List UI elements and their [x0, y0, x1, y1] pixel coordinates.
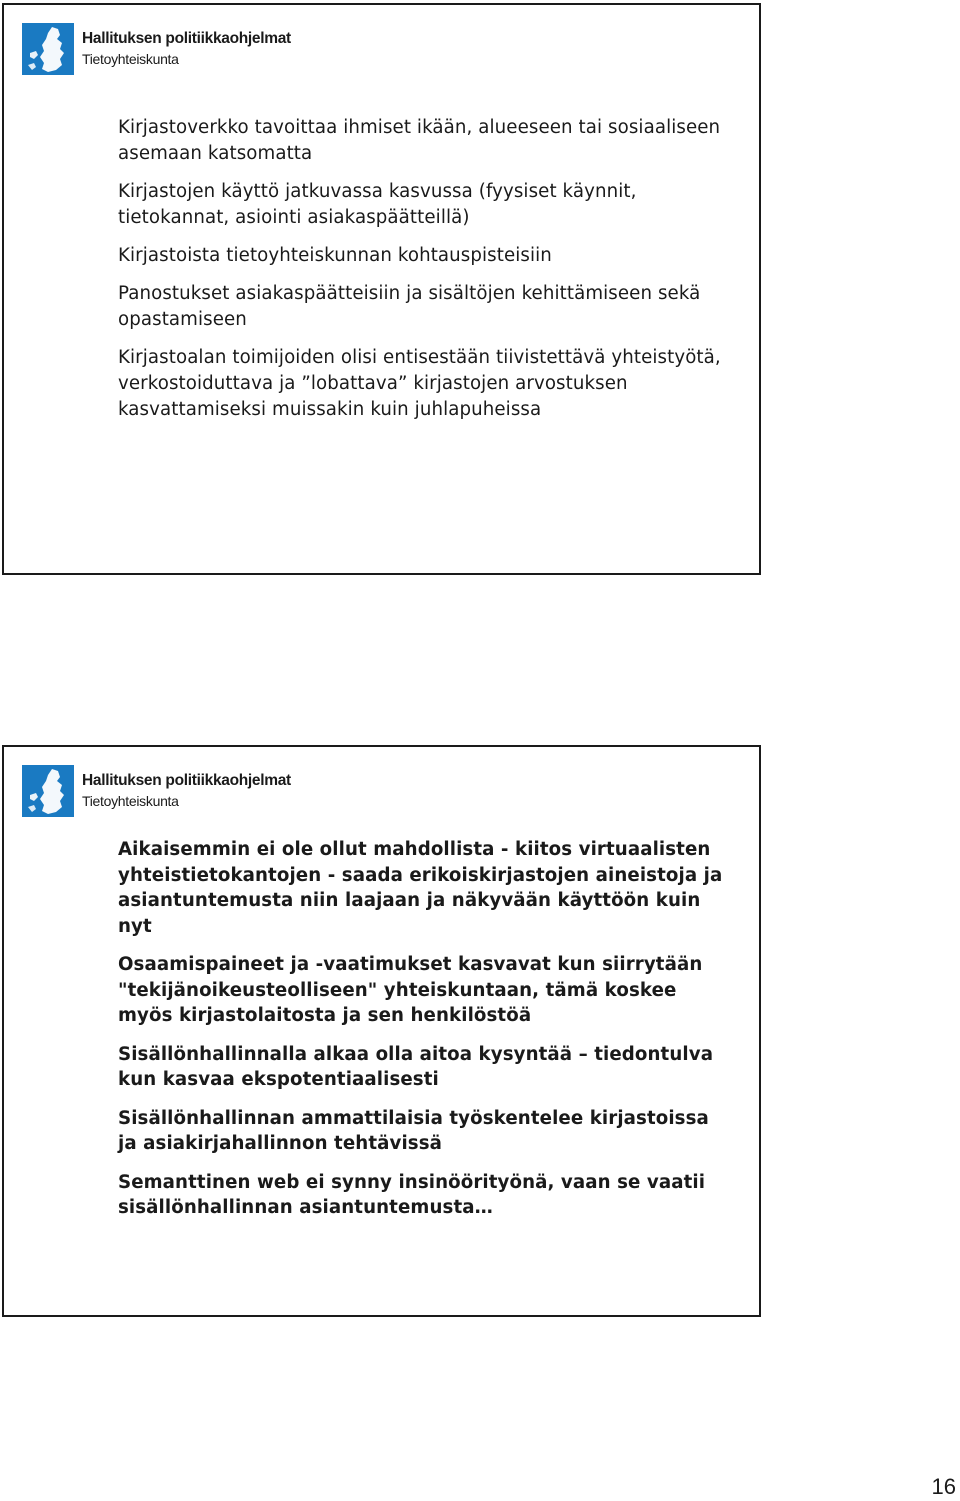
page-number: 16: [931, 1474, 956, 1499]
bullet-item: Kirjastoista tietoyhteiskunnan kohtauspisteisiin: [118, 245, 552, 266]
logo-text: [82, 29, 291, 69]
finland-map-logo-icon: [22, 23, 74, 75]
logo-subtitle: Tietoyhteiskunta: [82, 51, 179, 67]
logo: [22, 23, 291, 78]
finland-map-logo-icon: [22, 765, 74, 817]
logo: [22, 765, 291, 820]
bullet-item: Semanttinen web ei synny insinöörityönä, vaan se vaatii sisällönhallinnan asiantuntemusta…: [118, 1171, 706, 1218]
logo-title: Hallituksen politiikkaohjelmat: [82, 772, 291, 789]
bullet-item: Sisällönhallinnan ammattilaisia työskentelee kirjastoissa ja asiakirjahallinnon tehtävissä: [118, 1107, 709, 1154]
bullet-item: Kirjastojen käyttö jatkuvassa kasvussa (fyysiset käynnit, tietokannat, asiointi asiakaspäätteillä): [118, 181, 637, 228]
slide-1-bullet-list: [118, 115, 728, 435]
bullet-item: Panostukset asiakaspäätteisiin ja sisältöjen kehittämiseen sekä opastamiseen: [118, 283, 701, 330]
bullet-item: Osaamispaineet ja -vaatimukset kasvavat kun siirrytään "tekijänoikeusteolliseen" yhteiskuntaan, tämä koskee myös kirjastolaitosta ja sen henkilöstöä: [118, 954, 703, 1026]
logo-subtitle: Tietoyhteiskunta: [82, 793, 179, 809]
logo-title: Hallituksen politiikkaohjelmat: [82, 30, 291, 47]
bullet-item: Aikaisemmin ei ole ollut mahdollista - kiitos virtuaalisten yhteistietokantojen - saada erikoiskirjastojen aineistoja ja asiantuntemusta niin laajaan ja näkyvään käyttöön kuin nyt: [118, 839, 723, 937]
slide-1: [2, 3, 761, 575]
slide-2-bullet-list: [118, 837, 728, 1234]
bullet-item: Kirjastoverkko tavoittaa ihmiset ikään, alueeseen tai sosiaaliseen asemaan katsomatta: [118, 117, 721, 164]
slide-2: [2, 745, 761, 1317]
bullet-item: Kirjastoalan toimijoiden olisi entisestään tiivistettävä yhteistyötä, verkostoiduttava ja ”lobattava” kirjastojen arvostuksen kasvattamiseksi muissakin kuin juhlapuheissa: [118, 347, 721, 420]
bullet-item: Sisällönhallinnalla alkaa olla aitoa kysyntää – tiedontulva kun kasvaa ekspotentiaalisesti: [118, 1043, 714, 1090]
logo-text: [82, 771, 291, 811]
